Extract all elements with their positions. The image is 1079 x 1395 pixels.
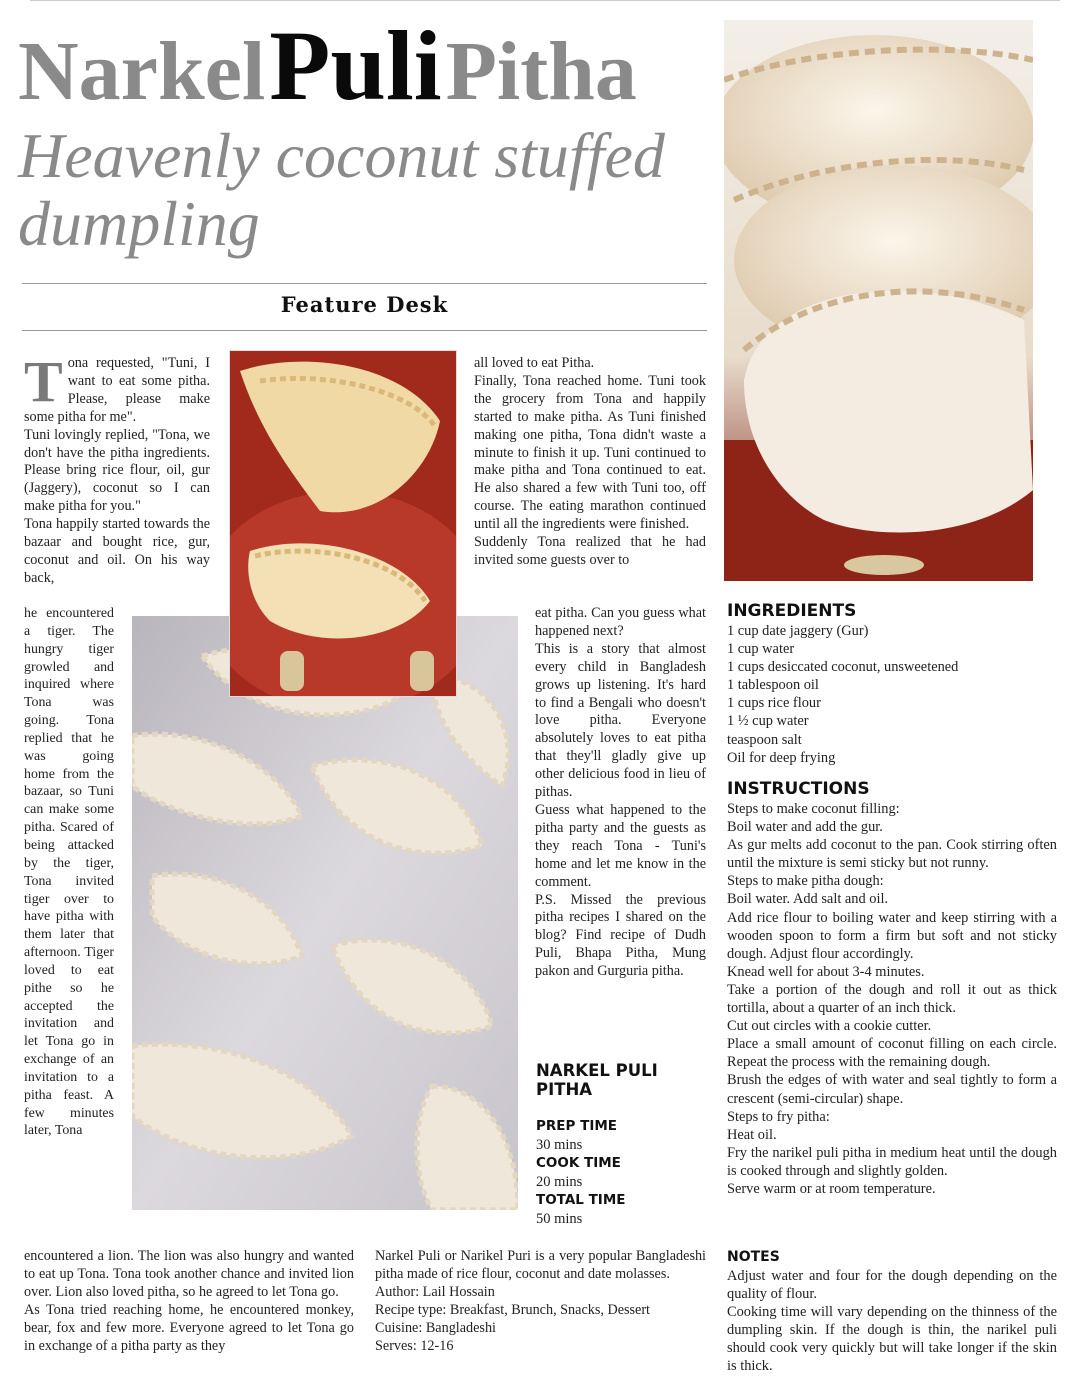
story-col2-narrow	[535, 605, 706, 981]
ingredient-item: 1 cup date jaggery (Gur)	[727, 623, 869, 639]
story-paragraph: Guess what happened to the pitha party and the guests as they reach Tona - Tuni's home and let me know in the comment.	[535, 801, 706, 890]
cook-time-value: 20 mins	[536, 1174, 583, 1190]
instruction-step: Serve warm or at room temperature.	[727, 1180, 936, 1197]
story-col2-top	[474, 355, 706, 570]
instruction-step: Steps to fry pitha:	[727, 1108, 830, 1125]
recipe-box-title: NARKEL PULI PITHA	[536, 1061, 658, 1099]
instructions-heading: INSTRUCTIONS	[727, 779, 870, 799]
story-paragraph: P.S. Missed the previous pitha recipes I shared on the blog? Find recipe of Dudh Puli, Bhapa Pitha, Mung pakon and Gurguria pitha.	[535, 891, 706, 980]
subtitle: Heavenly coconut stuffed dumpling	[18, 120, 665, 259]
headline-word-1: Narkel	[18, 25, 266, 118]
story-paragraph: ona requested, "Tuni, I want to eat some pitha. Please, please make some pitha for me".	[24, 355, 210, 425]
prep-time-value: 30 mins	[536, 1137, 583, 1153]
instruction-step: Add rice flour to boiling water and keep stirring with a wooden spoon to form a firm but soft and not sticky dough. Adjust flour accordingly.	[727, 909, 1057, 962]
instruction-step: Heat oil.	[727, 1126, 777, 1143]
story-paragraph: all loved to eat Pitha.	[474, 355, 595, 371]
story-paragraph: encountered a lion. The lion was also hungry and wanted to eat up Tona. Tona took another chance and invited lion over. Lion also loved pitha, so he agreed to let Tona go.	[24, 1248, 354, 1300]
story-paragraph: Tona happily started towards the bazaar and bought rice, gur, coconut and oil. On his way back,	[24, 516, 210, 586]
story-col1-top	[24, 349, 210, 588]
story-paragraph: Suddenly Tona realized that he had invited some guests over to	[474, 534, 706, 568]
instruction-step: Steps to make pitha dough:	[727, 873, 884, 890]
recipe-summary	[375, 1248, 706, 1355]
instruction-step: Take a portion of the dough and roll it out as thick tortilla, about a quarter of an inch thick.	[727, 981, 1057, 1017]
recipe-description: Narkel Puli or Narikel Puri is a very popular Bangladeshi pitha made of rice flour, coconut and date molasses.	[375, 1248, 706, 1282]
notes-heading: NOTES	[727, 1249, 780, 1265]
ingredient-item: teaspoon salt	[727, 731, 802, 748]
cook-time-label: COOK TIME	[536, 1155, 621, 1171]
instruction-step: Boil water and add the gur.	[727, 819, 883, 836]
ingredients-heading: INGREDIENTS	[727, 601, 857, 621]
story-paragraph: Tuni lovingly replied, "Tona, we don't have the pitha ingredients. Please bring rice flour, oil, gur (Jaggery), coconut so I can make pitha for you."	[24, 426, 210, 515]
ingredient-item: 1 cups rice flour	[727, 695, 821, 712]
recipe-author: Author: Lail Hossain	[375, 1283, 495, 1300]
instruction-step: Steps to make coconut filling:	[727, 801, 900, 817]
story-paragraph: Finally, Tona reached home. Tuni took the grocery from Tona and happily started to make pitha. As Tuni finished making one pitha, Tona didn't waste a minute to finish it up. Tuni continued to make pitha and Tona continued to eat. He also shared a few with Tuni too, off course. The eating marathon continued until all the ingredients were finished.	[474, 372, 706, 533]
story-col1-bottom	[24, 1248, 354, 1355]
instruction-step: Place a small amount of coconut filling on each circle. Repeat the process with the remaining dough.	[727, 1036, 1057, 1071]
story-paragraph: This is a story that almost every child in Bangladesh grows up listening. It's hard to find a Bengali who doesn't love pitha. Everyone absolutely loves to eat pitha that they'll gladly give up other delicious food in lieu of pithas.	[535, 640, 706, 801]
ingredient-item: 1 cups desiccated coconut, unsweetened	[727, 659, 959, 676]
recipe-type: Recipe type: Breakfast, Brunch, Snacks, Dessert	[375, 1301, 651, 1318]
inset-photo	[229, 350, 457, 697]
instructions-list	[727, 800, 1057, 1198]
story-paragraph: eat pitha. Can you guess what happened next?	[535, 605, 706, 639]
note-item: Adjust water and four for the dough depending on the quality of flour.	[727, 1268, 1057, 1303]
instruction-step: Knead well for about 3-4 minutes.	[727, 963, 925, 980]
ingredient-item: 1 ½ cup water	[727, 713, 809, 730]
section-label: Feature Desk	[280, 292, 449, 317]
story-paragraph: As Tona tried reaching home, he encountered monkey, bear, fox and few more. Everyone agreed to let Tona go in exchange of a pitha party as they	[24, 1301, 354, 1354]
top-rule	[30, 0, 1060, 1]
instruction-step: Brush the edges of with water and seal tightly to form a crescent (semi-circular) shape.	[727, 1072, 1057, 1107]
divider-bottom	[22, 330, 707, 331]
ingredient-item: Oil for deep frying	[727, 749, 836, 766]
dropcap: T	[24, 349, 63, 414]
ingredients-list	[727, 622, 1057, 767]
recipe-cuisine: Cuisine: Bangladeshi	[375, 1319, 496, 1336]
note-item: Cooking time will vary depending on the thinness of the dumpling skin. If the dough is thin, the narikel puli should cook very quickly but will take longer if the skin is thick.	[727, 1304, 1057, 1375]
story-col1-narrow	[24, 605, 114, 1140]
total-time-label: TOTAL TIME	[536, 1192, 626, 1208]
story-paragraph: he encountered a tiger. The hungry tiger growled and inquired where Tona was going. Tona replied that he was going home from the bazaar, so Tuni can make some pitha. Scared of being attacked by the tiger, Tona invited tiger over to have pitha with them later that afternoon. Tiger loved to eat pithe so he accepted the invitation and let Tona go in exchange of an invitation to a pitha feast. A few minutes later, Tona	[24, 606, 114, 1139]
total-time-value: 50 mins	[536, 1211, 583, 1227]
tray-photo	[132, 616, 518, 1210]
instruction-step: Cut out circles with a cookie cutter.	[727, 1018, 932, 1035]
instruction-step: Fry the narikel puli pitha in medium heat until the dough is cooked through and slightly golden.	[727, 1144, 1057, 1179]
recipe-serves: Serves: 12-16	[375, 1337, 454, 1354]
ingredient-item: 1 tablespoon oil	[727, 677, 819, 694]
notes-list	[727, 1267, 1057, 1376]
divider-top	[22, 283, 707, 284]
instruction-step: Boil water. Add salt and oil.	[727, 891, 889, 908]
instruction-step: As gur melts add coconut to the pan. Cook stirring often until the mixture is semi sticky but not runny.	[727, 837, 1057, 872]
headline	[18, 10, 718, 121]
ingredient-item: 1 cup water	[727, 641, 795, 658]
headline-word-2: Puli	[269, 10, 442, 121]
headline-word-3: Pitha	[445, 25, 637, 118]
prep-time-label: PREP TIME	[536, 1118, 617, 1134]
hero-photo	[724, 20, 1033, 581]
